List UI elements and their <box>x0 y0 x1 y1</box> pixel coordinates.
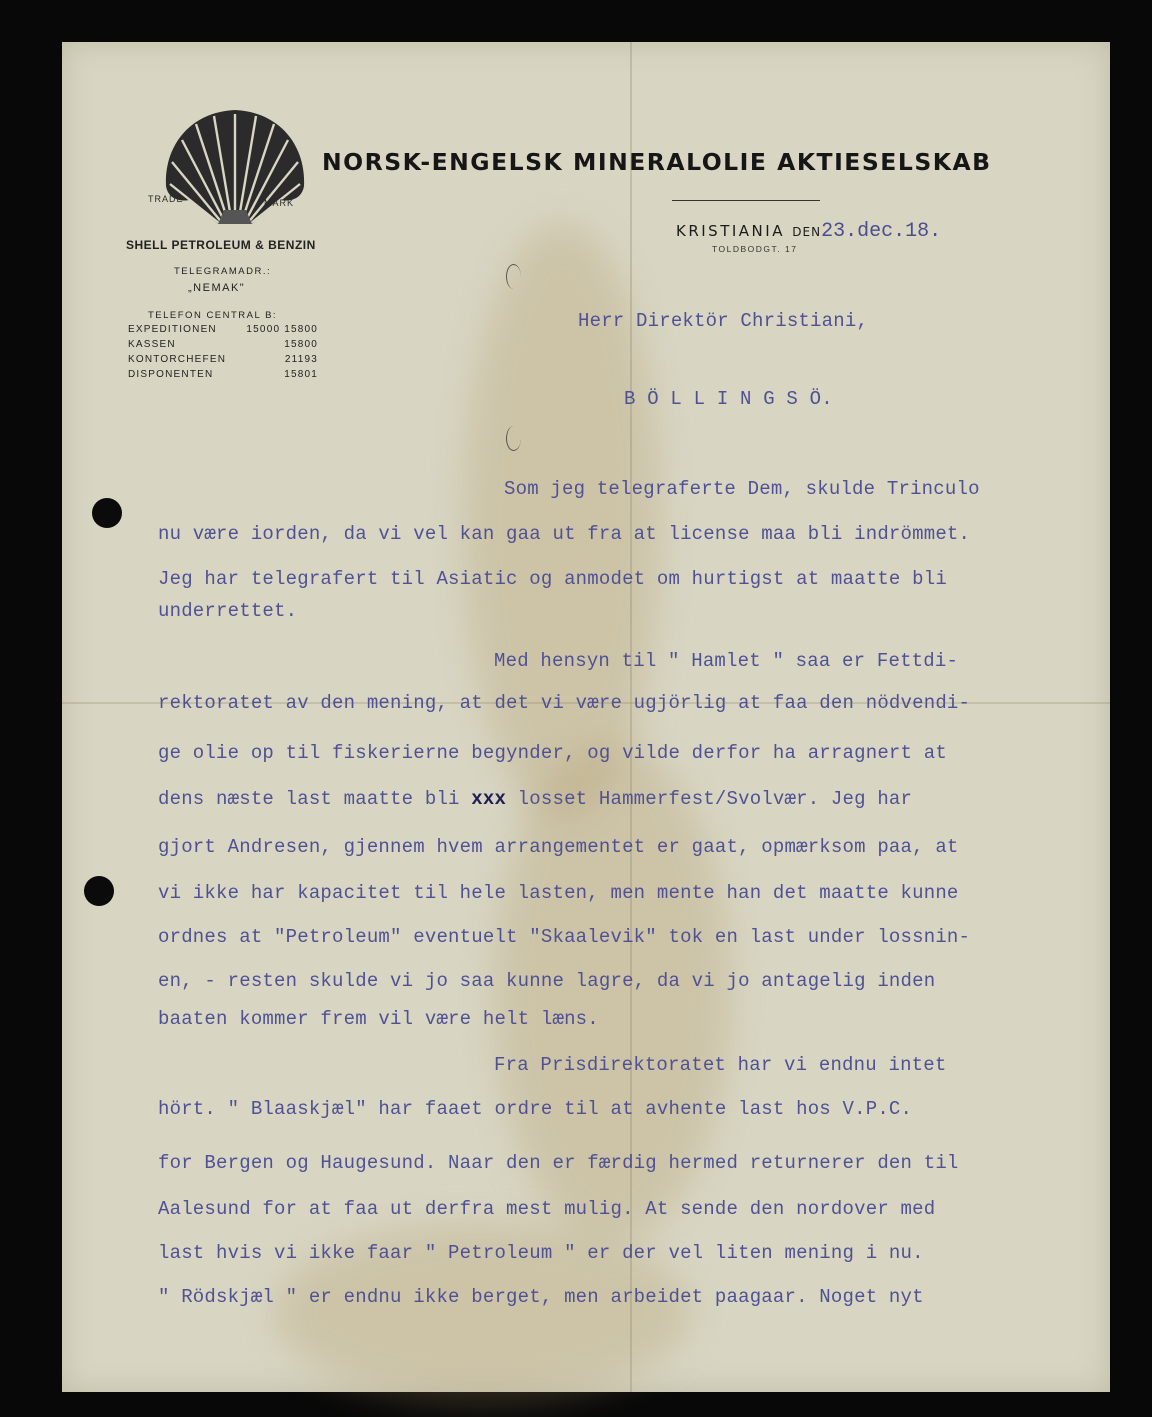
phone-label: TELEFON CENTRAL B: <box>148 310 278 321</box>
telegram-label: TELEGRAMADR.: <box>174 266 272 277</box>
den-label: DEN <box>792 225 822 239</box>
paragraph-line: Jeg har telegrafert til Asiatic og anmodet om hurtigst at maatte bli <box>158 568 947 590</box>
street-address: TOLDBODGT. 17 <box>712 244 798 254</box>
city: KRISTIANIA <box>676 222 785 240</box>
paragraph-line <box>158 788 912 810</box>
company-name: NORSK-ENGELSK MINERALOLIE AKTIESELSKAB <box>322 148 992 176</box>
paragraph-line: en, - resten skulde vi jo saa kunne lagre, da vi jo antagelig inden <box>158 970 936 992</box>
paragraph-line: last hvis vi ikke faar " Petroleum " er der vel liten mening i nu. <box>158 1242 924 1264</box>
address-bracket <box>506 264 521 289</box>
brand-line: SHELL PETROLEUM & BENZIN <box>126 238 316 252</box>
paragraph-line: baaten kommer frem vil være helt læns. <box>158 1008 599 1030</box>
struck-text: xxx <box>471 788 507 810</box>
paragraph-line: Som jeg telegraferte Dem, skulde Trinculo <box>504 478 980 500</box>
destination-place: B Ö L L I N G S Ö. <box>624 388 833 410</box>
paragraph-line: underrettet. <box>158 600 298 622</box>
mark-label: MARK <box>264 198 295 208</box>
phone-row-number: 21193 <box>284 354 318 365</box>
phone-row-label: KASSEN <box>128 339 176 350</box>
trade-label: TRADE <box>148 194 184 204</box>
shell-logo-icon <box>162 106 308 232</box>
paragraph-line: hört. " Blaaskjæl" har faaet ordre til at avhente last hos V.P.C. <box>158 1098 913 1120</box>
address-bracket <box>506 426 521 451</box>
phone-row <box>128 324 328 335</box>
phone-row-label: DISPONENTEN <box>128 369 214 380</box>
line-text: losset Hammerfest/Svolvær. Jeg har <box>506 788 913 810</box>
salutation: Herr Direktör Christiani, <box>578 310 869 332</box>
phone-row-label: EXPEDITIONEN <box>128 324 217 335</box>
paragraph-line: ge olie op til fiskerierne begynder, og vilde derfor ha arragnert at <box>158 742 947 764</box>
letter-date: 23.dec.18. <box>821 220 942 243</box>
phone-row-number: 15000 15800 <box>246 324 318 335</box>
paragraph-line: vi ikke har kapacitet til hele lasten, men mente han det maatte kunne <box>158 882 959 904</box>
paragraph-line: ordnes at "Petroleum" eventuelt "Skaalevik" tok en last under lossnin- <box>158 926 971 948</box>
paragraph-line: for Bergen og Haugesund. Naar den er færdig hermed returnerer den til <box>158 1152 959 1174</box>
divider <box>672 200 820 201</box>
phone-row-label: KONTORCHEFEN <box>128 354 227 365</box>
punch-hole <box>92 498 122 528</box>
paragraph-line: " Rödskjæl " er endnu ikke berget, men arbeidet paagaar. Noget nyt <box>158 1286 924 1308</box>
phone-row-number: 15800 <box>284 339 318 350</box>
phone-row <box>128 354 328 365</box>
paragraph-line: Med hensyn til " Hamlet " saa er Fettdi- <box>494 650 959 672</box>
paragraph-line: rektoratet av den mening, at det vi være ugjörlig at faa den nödvendi- <box>158 692 971 714</box>
line-text: dens næste last maatte bli <box>158 788 472 810</box>
phone-row-number: 15801 <box>284 369 318 380</box>
paragraph-line: Fra Prisdirektoratet har vi endnu intet <box>494 1054 947 1076</box>
paragraph-line: nu være iorden, da vi vel kan gaa ut fra at license maa bli indrömmet. <box>158 523 971 545</box>
paragraph-line: gjort Andresen, gjennem hvem arrangementet er gaat, opmærksom paa, at <box>158 836 959 858</box>
vertical-fold <box>630 42 632 1392</box>
letter-paper <box>62 42 1110 1392</box>
punch-hole <box>84 876 114 906</box>
phone-row <box>128 339 328 350</box>
telegram-address: „NEMAK" <box>188 282 246 294</box>
phone-row <box>128 369 328 380</box>
paragraph-line: Aalesund for at faa ut derfra mest mulig. At sende den nordover med <box>158 1198 936 1220</box>
date-line <box>676 220 941 243</box>
